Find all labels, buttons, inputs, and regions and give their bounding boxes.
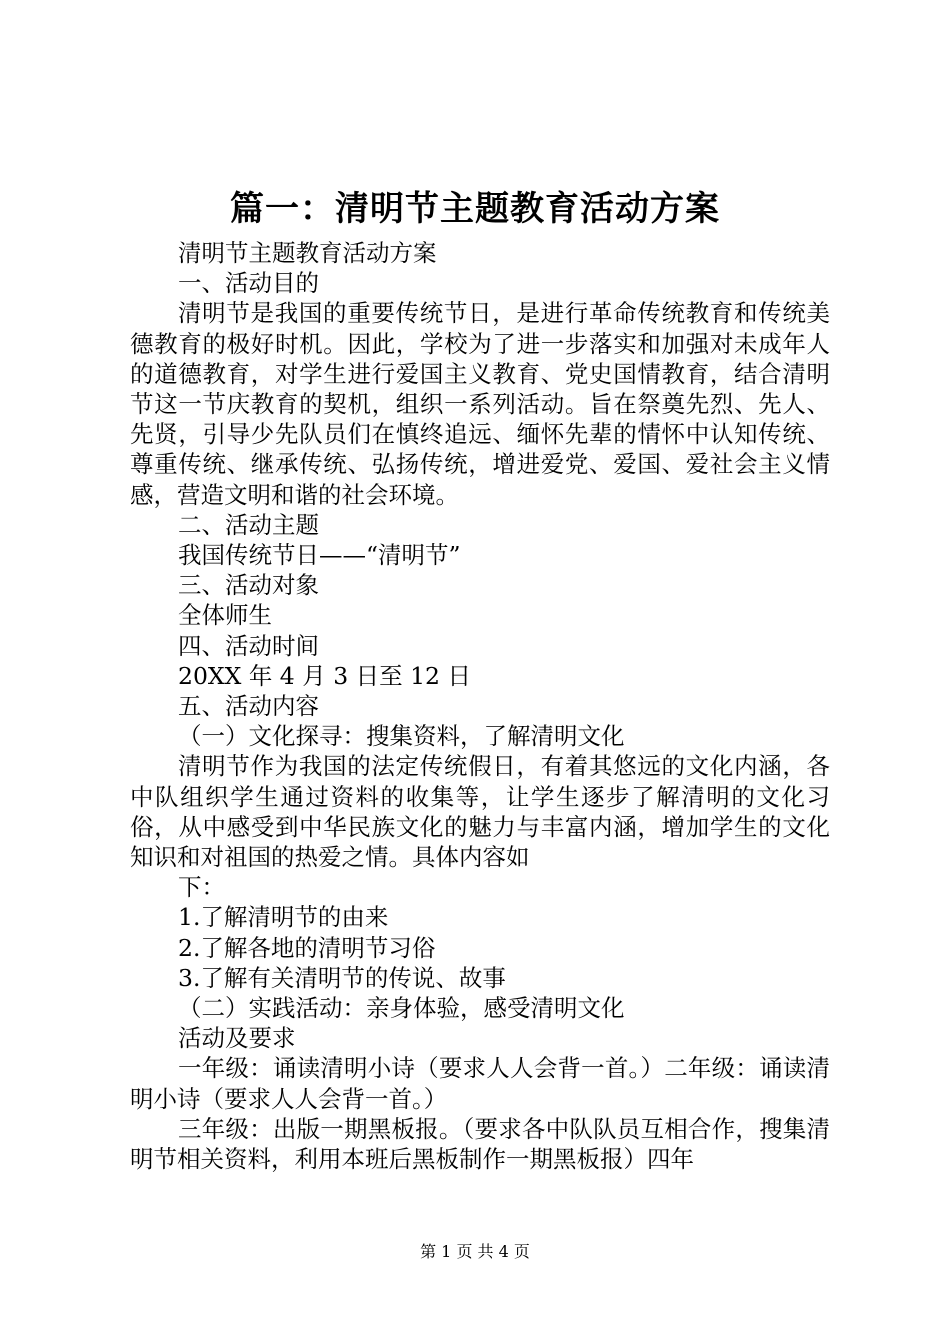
paragraph-purpose: 清明节是我国的重要传统节日，是进行革命传统教育和传统美德教育的极好时机。因此，学校为了进一步落实和加强对未成年人的道德教育，对学生进行爱国主义教育、党史国情教育，结合清明节这一节庆教育的契机，组织一系列活动。旨在祭奠先烈、先人、先贤，引导少先队员们在慎终追远、缅怀先辈的情怀中认知传统、尊重传统、继承传统、弘扬传统，增进爱党、爱国、爱社会主义情感，营造文明和谐的社会环境。 [130, 299, 830, 509]
paragraph-grade-1-2: 一年级：诵读清明小诗（要求人人会背一首。）二年级：诵读清明小诗（要求人人会背一首。） [130, 1054, 830, 1113]
paragraph-theme: 我国传统节日——“清明节” [178, 541, 461, 570]
paragraph-culture-cont: 下： [178, 873, 225, 902]
heading-audience: 三、活动对象 [178, 571, 319, 600]
paragraph-grade-3: 三年级：出版一期黑板报。（要求各中队队员互相合作，搜集清明节相关资料，利用本班后黑板制作一期黑板报）四年 [130, 1114, 830, 1174]
list-item: 3.了解有关清明节的传说、故事 [178, 963, 506, 992]
subheading-culture: （一）文化探寻：搜集资料，了解清明文化 [178, 722, 625, 751]
page-footer: 第 1 页 共 4 页 [420, 1242, 530, 1261]
list-item: 1.了解清明节的由来 [178, 903, 389, 932]
list-item: 2.了解各地的清明节习俗 [178, 933, 436, 962]
paragraph-requirements: 活动及要求 [178, 1024, 296, 1053]
subheading-practice: （二）实践活动：亲身体验，感受清明文化 [178, 994, 625, 1023]
document-body [130, 238, 830, 1174]
heading-theme: 二、活动主题 [178, 510, 319, 539]
document-title: 篇一：清明节主题教育活动方案 [230, 189, 720, 229]
paragraph-audience: 全体师生 [178, 601, 272, 630]
heading-time: 四、活动时间 [178, 631, 319, 660]
paragraph-culture: 清明节作为我国的法定传统假日，有着其悠远的文化内涵，各中队组织学生通过资料的收集等，让学生逐步了解清明的文化习俗，从中感受到中华民族文化的魅力与丰富内涵，增加学生的文化知识和对祖国的热爱之情。具体内容如 [130, 752, 830, 872]
heading-content: 五、活动内容 [178, 692, 319, 721]
paragraph-subtitle: 清明节主题教育活动方案 [178, 239, 437, 267]
paragraph-time: 20XX 年 4 月 3 日至 12 日 [178, 661, 471, 690]
heading-purpose: 一、活动目的 [178, 269, 319, 298]
